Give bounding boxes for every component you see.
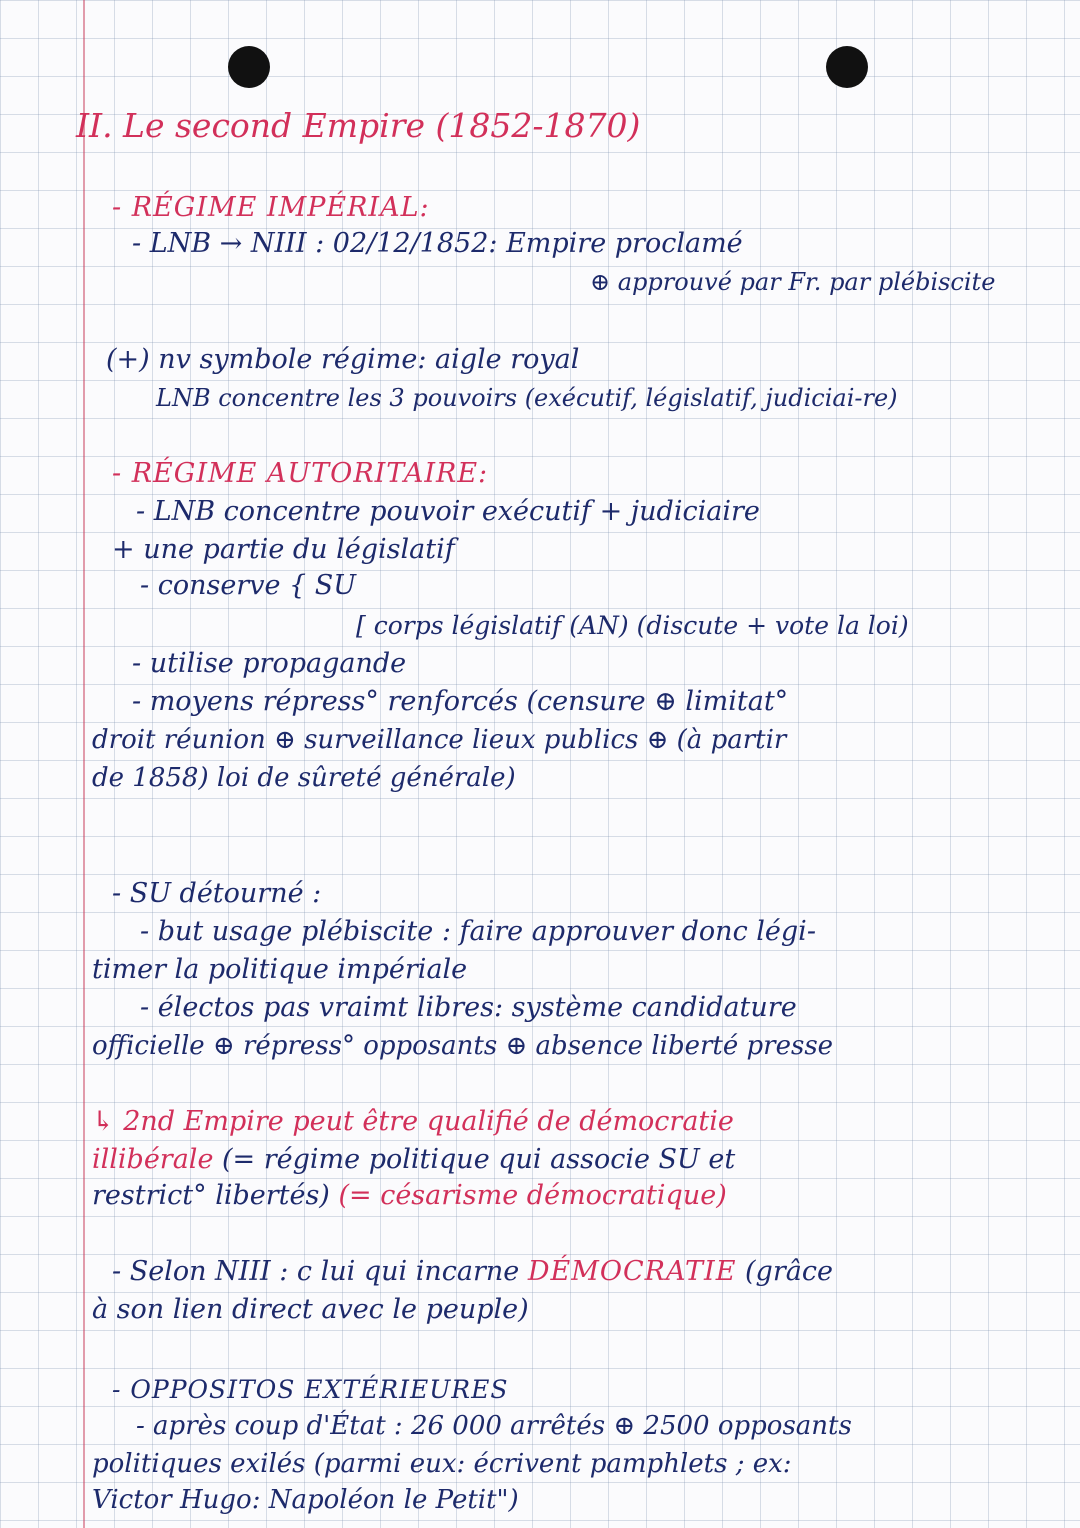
note-line: à son lien direct avec le peuple) [92,1294,529,1325]
note-line: - but usage plébiscite : faire approuver donc légi- [140,916,816,947]
note-text: illibérale [92,1144,214,1175]
heading-regime-autoritaire: - RÉGIME AUTORITAIRE: [112,458,489,489]
note-text: démocratie [579,1106,734,1137]
note-line [92,1144,735,1176]
punch-hole-left [228,46,270,88]
note-line: droit réunion ⊕ surveillance lieux publics ⊕ (à partir [92,725,787,755]
note-line: - utilise propagande [132,648,407,679]
note-line [112,1256,833,1288]
note-line: - conserve { SU [140,570,357,601]
note-line: [ corps législatif (AN) (discute + vote la loi) [356,611,909,640]
note-line: ⊕ approuvé par Fr. par plébiscite [590,268,996,296]
margin-line [83,0,85,1528]
note-line: de 1858) loi de sûreté générale) [92,763,516,793]
note-line: - LNB → NIII : 02/12/1852: Empire proclamé [132,228,743,259]
note-text: - Selon NIII : c lui qui incarne [112,1256,520,1287]
note-line: (+) nv symbole régime: aigle royal [106,344,580,375]
note-line [92,1180,727,1212]
heading-oppositions-exterieures: - OPPOSITOS EXTÉRIEURES [112,1375,509,1404]
note-text: restrict° libertés) [92,1180,330,1211]
note-line: - LNB concentre pouvoir exécutif + judiciaire [136,496,760,527]
note-text: DÉMOCRATIE [527,1256,737,1287]
note-line: politiques exilés (parmi eux: écrivent pamphlets ; ex: [92,1449,792,1479]
note-line [92,1106,734,1138]
punch-hole-right [826,46,868,88]
note-line: - électos pas vraimt libres: système candidature [140,992,797,1023]
note-line: + une partie du législatif [112,534,455,565]
note-text: ↳ 2nd Empire peut être qualifié de [92,1106,571,1137]
note-line: timer la politique impériale [92,954,468,985]
note-text: (= césarisme démocratique) [338,1180,727,1211]
heading-su-detourne: - SU détourné : [112,878,322,909]
heading-regime-imperial: - RÉGIME IMPÉRIAL: [112,192,430,223]
note-line: Victor Hugo: Napoléon le Petit") [92,1485,519,1515]
note-text: (grâce [745,1256,833,1287]
note-line: officielle ⊕ répress° opposants ⊕ absence liberté presse [92,1031,834,1061]
note-line: LNB concentre les 3 pouvoirs (exécutif, législatif, judiciai-re) [156,384,898,412]
note-line: - moyens répress° renforcés (censure ⊕ limitat° [132,686,789,717]
note-line: - après coup d'État : 26 000 arrêtés ⊕ 2500 opposants [136,1411,852,1441]
note-text: (= régime politique qui associe SU et [222,1144,736,1175]
page-title: II. Le second Empire (1852-1870) [76,106,641,145]
